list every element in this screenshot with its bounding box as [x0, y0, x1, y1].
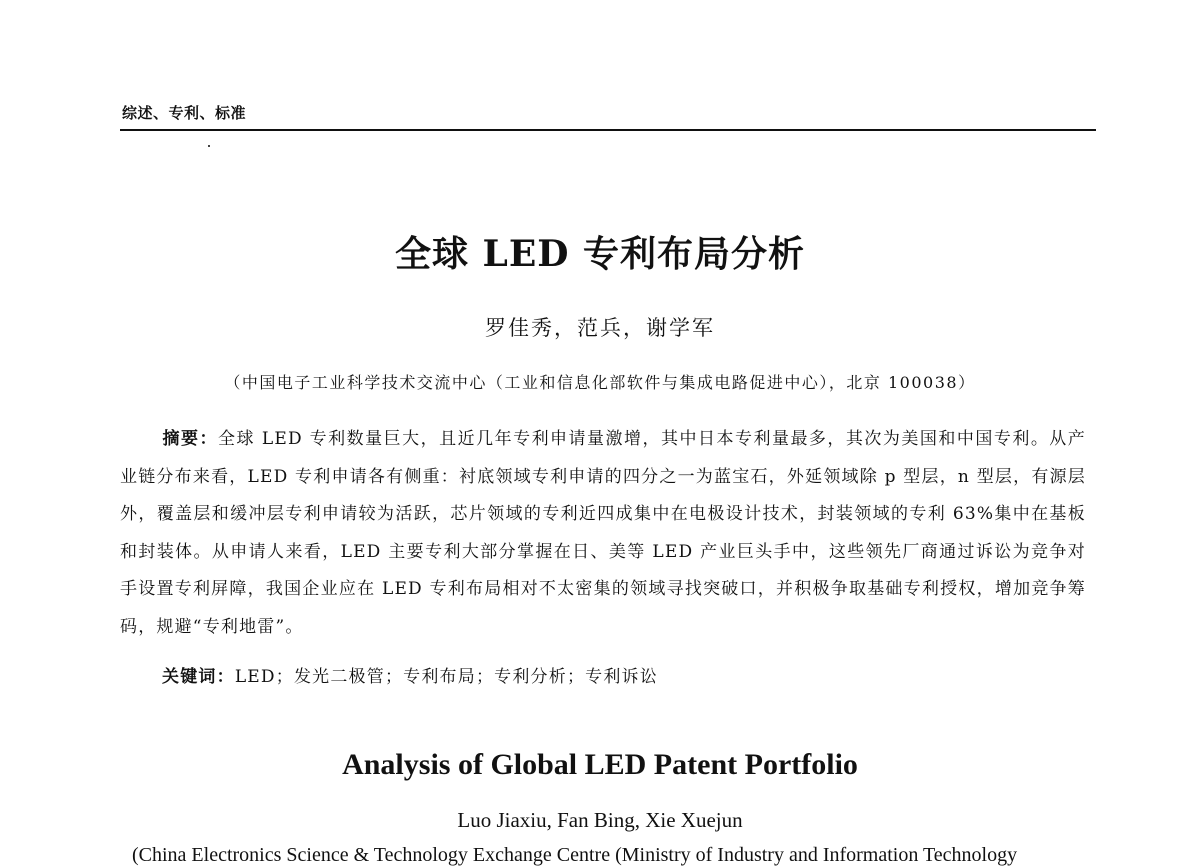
paper-title-english: Analysis of Global LED Patent Portfolio	[342, 748, 858, 781]
affiliation-english: (China Electronics Science & Technology Exchange Centre (Ministry of Industry and Information Technology	[132, 844, 1018, 866]
section-label: 综述、专利、标准	[122, 104, 247, 122]
paper-title-chinese: 全球 LED 专利布局分析	[394, 233, 806, 275]
authors-english: Luo Jiaxiu, Fan Bing, Xie Xuejun	[457, 808, 743, 832]
abstract-label: 摘要：	[162, 429, 218, 449]
affiliation-chinese: （中国电子工业科学技术交流中心（工业和信息化部软件与集成电路促进中心），北京 100038）	[224, 373, 976, 392]
keywords-label: 关键词：	[162, 667, 235, 687]
abstract-text: 全球 LED 专利数量巨大，且近几年专利申请量激增，其中日本专利量最多，其次为美国和中国专利。从产业链分布来看，LED 专利申请各有侧重：衬底领域专利申请的四分之一为蓝宝石，外延领域除 p 型层，n 型层，有源层外，覆盖层和缓冲层专利申请较为活跃，芯片领域的专利近四成集中在电极设计技术，封装领域的专利 63%集中在基板和封装体。从申请人来看，LED 主要专利大部分掌握在日、美等 LED 产业巨头手中，这些领先厂商通过诉讼为竞争对手设置专利屏障，我国企业应在 LED 专利布局相对不太密集的领域寻找突破口，并积极争取基础专利授权，增加竞争筹码，规避“专利地雷”。	[120, 429, 1086, 637]
keywords-text: LED；发光二极管；专利布局；专利分析；专利诉讼	[234, 667, 658, 687]
abstract-chinese	[120, 421, 1086, 646]
keywords-chinese	[162, 662, 658, 687]
authors-chinese: 罗佳秀，范兵，谢学军	[485, 316, 715, 340]
scan-speck	[208, 145, 210, 147]
header-divider	[120, 129, 1096, 131]
